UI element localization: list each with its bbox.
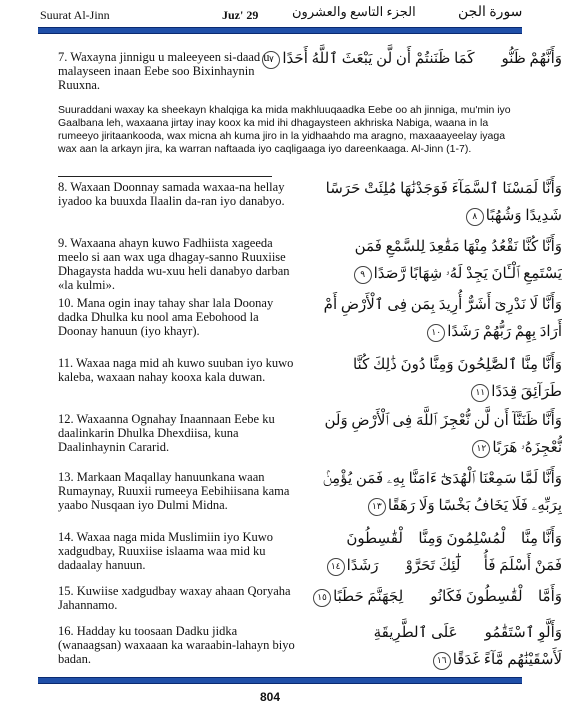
juz-arabic: الجزء التاسع والعشرون xyxy=(292,4,416,19)
verse-translation: 14. Waxaa naga mida Muslimiin iyo Kuwo xadgudbay, Ruuxiise islaama waa mid ku dadaalay hanuun. xyxy=(58,530,274,572)
verse-13 xyxy=(38,470,562,526)
verse-16 xyxy=(38,624,562,674)
verse-arabic: وَأَمَّا ٱلْقَٰسِطُونَ فَكَانُوا۟ لِجَهَنَّمَ حَطَبًا١٥ xyxy=(316,584,562,611)
verse-11 xyxy=(38,356,562,404)
verse-translation: 13. Markaan Maqallay hanuunkana waan Rumaynay, Ruuxii rumeeya Eebihiisana kama yaabo Nusqaan iyo Dulmi Midna. xyxy=(58,470,290,512)
verse-12 xyxy=(38,412,562,464)
verse-translation: 16. Hadday ku toosaan Dadku jidka (wanaagsan) waxaaan ka waraabin-lahayn biyo badan. xyxy=(58,624,295,666)
verse-number-marker: ١١ xyxy=(471,384,489,402)
verse-translation: 7. Waxayna jinnigu u maleeyeen si-daad u malayseen inaan Eebe soo Bixinhaynin Ruuxna. xyxy=(58,50,270,92)
verse-9 xyxy=(38,236,562,294)
surah-label: Suurat Al-Jinn xyxy=(40,8,110,22)
verse-arabic: وَأَنَّا لَمَسْنَا ٱلسَّمَآءَ فَوَجَدْنَٰهَا مُلِئَتْ حَرَسًا شَدِيدًا وَشُهُبًا٨ xyxy=(325,181,562,224)
section-divider xyxy=(58,176,272,177)
verse-number-marker: ٩ xyxy=(354,266,372,284)
verse-arabic: وَأَنَّا مِنَّا ٱلصَّٰلِحُونَ وَمِنَّا دُونَ ذَٰلِكَ كُنَّا طَرَآئِقَ قِدَدًا١١ xyxy=(352,357,562,400)
verse-number-marker: ٨ xyxy=(466,208,484,226)
verse-10 xyxy=(38,296,562,350)
verse-arabic: وَأَنَّا مِنَّا ٱلْمُسْلِمُونَ وَمِنَّا ٱلْقَٰسِطُونَ فَمَنْ أَسْلَمَ فَأُو۟لَٰٓئِكَ تَحَرَّوْا۟ رَشَدًا١٤ xyxy=(316,526,562,580)
verse-7 xyxy=(38,42,562,98)
verse-number-marker: ١٦ xyxy=(433,652,451,670)
verse-arabic: وَأَلَّوِ ٱسْتَقَٰمُوا۟ عَلَى ٱلطَّرِيقَةِ لَأَسْقَيْنَٰهُم مَّآءً غَدَقًا١٦ xyxy=(373,625,562,668)
commentary-note: Suuraddani waxay ka sheekayn khalqiga ka mida makhluuqaadka Eebe oo ah jinniga, mu'min iyo Gaalbana leh, waxaana jirtay inay koox ka mid ihi dhagaysteen akhriska Nabiga, waana in la rumeeyo jiritaankooda, wax micna ah kuma jiro in la yidhaahdo ma aragno, maxaaayeelay iyaga wax aan la arkayn jira, ka warran naftaada iyo caqligaaga iyo dareenkaaga. Al-Jinn (1-7). xyxy=(58,104,511,155)
bottom-rule xyxy=(38,677,522,684)
top-rule xyxy=(38,27,522,34)
verse-8 xyxy=(38,180,562,234)
verse-translation: 9. Waxaana ahayn kuwo Fadhiista xageeda meelo si aan wax uga dhagay-sanno Ruuxiise Dhagaysta hadda wu-xuu heli danabyo darban «la kulmi». xyxy=(58,236,290,292)
verse-number-marker: ١٠ xyxy=(427,324,445,342)
verse-arabic: وَأَنَّا لَا نَدْرِىٓ أَشَرٌّ أُرِيدَ بِمَن فِى ٱلْأَرْضِ أَمْ أَرَادَ بِهِمْ رَبُّهُمْ رَشَدًا١٠ xyxy=(323,297,562,340)
verse-translation: 11. Waxaa naga mid ah kuwo suuban iyo kuwo kaleba, waxaan nahay kooxa kala duwan. xyxy=(58,356,294,384)
verse-number-marker: ١٣ xyxy=(368,498,386,516)
surah-arabic: سورة الجن xyxy=(458,5,523,20)
verse-14 xyxy=(38,530,562,576)
verse-arabic: وَأَنَّا لَمَّا سَمِعْنَا ٱلْهُدَىٰٓ ءَامَنَّا بِهِۦ فَمَن يُؤْمِنۢ بِرَبِّهِۦ فَلَا يَخَافُ بَخْسًا وَلَا رَهَقًا١٣ xyxy=(322,471,562,514)
verse-15 xyxy=(38,584,562,616)
verse-number-marker: ١٢ xyxy=(472,440,490,458)
verse-translation: 12. Waxaanna Ognahay Inaannaan Eebe ku daalinkarin Dhulka Dhexdiisa, kuna Daalinhaynin Cararid. xyxy=(58,412,275,454)
verse-number-marker: ١٥ xyxy=(313,589,331,607)
verse-number-marker: ٧ xyxy=(262,51,280,69)
verse-arabic: وَأَنَّا كُنَّا نَقْعُدُ مِنْهَا مَقَٰعِدَ لِلسَّمْعِ فَمَن يَسْتَمِعِ ٱلْـَٔانَ يَجِدْ لَهُۥ شِهَابًا رَّصَدًا٩ xyxy=(354,239,562,282)
verse-translation: 10. Mana ogin inay tahay shar lala Doonay dadka Dhulka ku nool ama Eebohood la Doonay hanuun (iyo khayr). xyxy=(58,296,274,338)
page-number: 804 xyxy=(259,690,281,704)
juz-label: Juz' 29 xyxy=(222,8,259,22)
verse-arabic: وَأَنَّهُمْ ظَنُّوا۟ كَمَا ظَنَنتُمْ أَن لَّن يَبْعَثَ ٱللَّهُ أَحَدًا٧ xyxy=(316,46,562,73)
verse-number-marker: ١٤ xyxy=(327,558,345,576)
verse-arabic: وَأَنَّا ظَنَنَّآ أَن لَّن نُّعْجِزَ ٱللَّهَ فِى ٱلْأَرْضِ وَلَن نُّعْجِزَهُۥ هَرَبًا١٢ xyxy=(324,413,562,456)
verse-translation: 8. Waxaan Doonnay samada waxaa-na hellay iyadoo ka buuxda Ilaalin da-ran iyo danabyo. xyxy=(58,180,285,208)
verse-translation: 15. Kuwiise xadgudbay waxay ahaan Qoryaha Jahannamo. xyxy=(58,584,291,612)
